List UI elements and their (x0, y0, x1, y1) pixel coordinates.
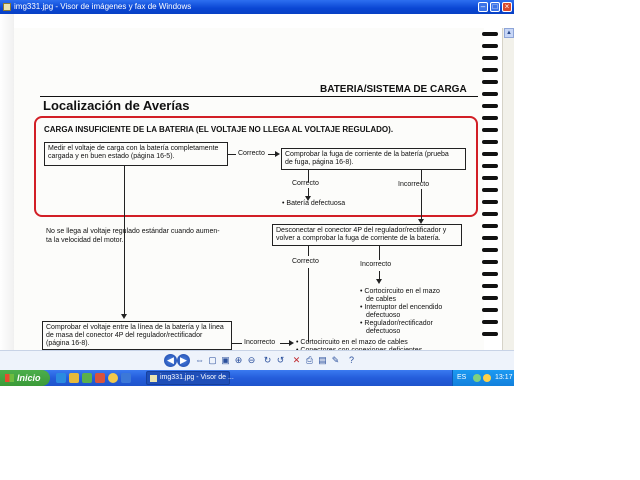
edit-icon[interactable]: ✎ (331, 355, 340, 365)
maximize-button[interactable]: □ (490, 2, 500, 12)
connector-line (228, 154, 236, 155)
binding-ring (482, 260, 498, 264)
scanned-page (14, 28, 484, 350)
step-check-leakage (281, 148, 466, 170)
binding-ring (482, 44, 498, 48)
label-incorrecto-2: Incorrecto (360, 261, 392, 268)
binding-ring (482, 92, 498, 96)
taskbar-window-button[interactable] (146, 371, 234, 385)
result-item: defectuoso (366, 328, 401, 335)
binding-ring (482, 164, 498, 168)
binding-ring (482, 56, 498, 60)
vertical-scrollbar[interactable] (502, 28, 514, 364)
binding-ring (482, 236, 498, 240)
internet-explorer-icon[interactable] (56, 373, 66, 383)
binding-ring (482, 152, 498, 156)
header-rule (40, 96, 478, 97)
clock: 13:17 (495, 374, 513, 381)
binding-ring (482, 104, 498, 108)
step-check-voltage-line2: de masa del conector 4P del regulador/rectificador (46, 332, 203, 339)
binding-ring (482, 224, 498, 228)
rotate-clockwise-icon[interactable]: ↻ (263, 355, 272, 365)
zoom-in-icon[interactable]: ⊕ (234, 355, 243, 365)
result-item: • Regulador/rectificador (360, 320, 433, 327)
label-correcto-1: Correcto (238, 150, 265, 157)
next-image-icon[interactable]: ▶ (177, 354, 190, 367)
binding-ring (482, 128, 498, 132)
step-disconnect-connector-line1: Desconectar el conector 4P del regulador/rectificador y (276, 227, 447, 234)
result-item: • Interruptor del encendido (360, 304, 443, 311)
arrow-down-icon (121, 314, 127, 319)
binding-ring (482, 272, 498, 276)
step-disconnect-connector-line2: volver a comprobar la fuga de corriente de la batería. (276, 235, 441, 242)
step-measure-voltage-line2: cargada y en buen estado (página 16-5). (48, 153, 175, 160)
quicklaunch-icon[interactable] (121, 373, 131, 383)
actual-size-icon[interactable]: ▢ (208, 355, 217, 365)
start-button[interactable] (0, 370, 50, 386)
step-measure-voltage (44, 142, 228, 166)
media-icon[interactable] (95, 373, 105, 383)
binding-ring (482, 116, 498, 120)
page-margin (0, 14, 14, 350)
fault-subtitle: CARGA INSUFICIENTE DE LA BATERIA (EL VOLTAJE NO LLEGA AL VOLTAJE REGULADO). (44, 125, 394, 134)
help-icon[interactable]: ? (348, 355, 354, 365)
step-check-leakage-line2: de fuga, página 16-8). (285, 159, 354, 166)
result-bottom-1: • Cortocircuito en el mazo de cables (296, 339, 408, 346)
binding-ring (482, 296, 498, 300)
image-viewer-icon (150, 375, 157, 382)
taskbar (0, 370, 514, 386)
close-button[interactable]: × (502, 2, 512, 12)
copy-to-icon[interactable]: ▤ (318, 355, 327, 365)
connector-line (124, 166, 125, 316)
arrow-right-icon (275, 151, 280, 157)
connector-line (421, 189, 422, 221)
binding-ring (482, 80, 498, 84)
windows-logo-icon (5, 374, 14, 382)
best-fit-icon[interactable]: ⇔ (195, 355, 204, 365)
step-check-voltage-line1: Comprobar el voltaje entre la línea de la batería y la línea (46, 324, 224, 331)
step-check-voltage-line3: (página 16-8). (46, 340, 90, 347)
binding-ring (482, 140, 498, 144)
start-label: Inicio (17, 373, 41, 383)
rotate-counterclockwise-icon[interactable]: ↺ (276, 355, 285, 365)
step-disconnect-connector (272, 224, 462, 246)
step-check-voltage-4p (42, 321, 232, 350)
image-viewer-area (0, 14, 514, 350)
network-icon[interactable] (473, 374, 481, 382)
window-title: img331.jpg - Visor de imágenes y fax de Windows (14, 2, 192, 11)
binding-ring (482, 284, 498, 288)
arrow-right-icon (289, 340, 294, 346)
spiral-binding (478, 28, 500, 350)
folder-icon[interactable] (69, 373, 79, 383)
taskbar-window-label: img331.jpg - Visor de ... (160, 374, 234, 381)
language-indicator[interactable]: ES (457, 374, 467, 381)
section-header: BATERIA/SISTEMA DE CARGA (320, 84, 467, 95)
slideshow-icon[interactable]: ▣ (221, 355, 230, 365)
connector-line (308, 268, 309, 342)
binding-ring (482, 188, 498, 192)
viewer-toolbar (0, 350, 514, 370)
note-line1: No se llega al voltaje regulado estándar cuando aumen- (46, 228, 220, 235)
binding-ring (482, 320, 498, 324)
label-correcto-2: Correcto (292, 180, 319, 187)
system-tray (452, 370, 514, 386)
result-bateria-defectuosa: • Batería defectuosa (282, 200, 346, 207)
label-incorrecto-1: Incorrecto (398, 181, 430, 188)
scroll-up-button[interactable]: ▲ (504, 28, 514, 38)
previous-image-icon[interactable]: ◀ (164, 354, 177, 367)
step-check-leakage-line1: Comprobar la fuga de corriente de la batería (prueba (285, 151, 449, 158)
print-icon[interactable]: ⎙ (305, 355, 314, 365)
result-item: defectuoso (366, 312, 401, 319)
page-title: Localización de Averías (43, 98, 190, 113)
delete-icon[interactable]: ✕ (292, 355, 301, 365)
note-line2: ta la velocidad del motor. (46, 237, 124, 244)
binding-ring (482, 200, 498, 204)
connector-line (308, 246, 309, 256)
connector-line (379, 246, 380, 260)
label-incorrecto-3: Incorrecto (244, 339, 276, 346)
connector-line (232, 343, 242, 344)
zoom-out-icon[interactable]: ⊖ (247, 355, 256, 365)
binding-ring (482, 332, 498, 336)
binding-ring (482, 212, 498, 216)
result-item: • Cortocircuito en el mazo (360, 288, 440, 295)
binding-ring (482, 176, 498, 180)
binding-ring (482, 68, 498, 72)
binding-ring (482, 308, 498, 312)
binding-ring (482, 248, 498, 252)
result-item: de cables (366, 296, 396, 303)
arrow-down-icon (376, 279, 382, 284)
messenger-icon[interactable] (82, 373, 92, 383)
smiley-icon[interactable] (108, 373, 118, 383)
image-viewer-icon (3, 3, 11, 11)
label-correcto-3: Correcto (292, 258, 319, 265)
step-measure-voltage-line1: Medir el voltaje de carga con la batería completamente (48, 145, 219, 152)
volume-icon[interactable] (483, 374, 491, 382)
binding-ring (482, 32, 498, 36)
window-titlebar[interactable] (0, 0, 514, 14)
minimize-button[interactable]: – (478, 2, 488, 12)
